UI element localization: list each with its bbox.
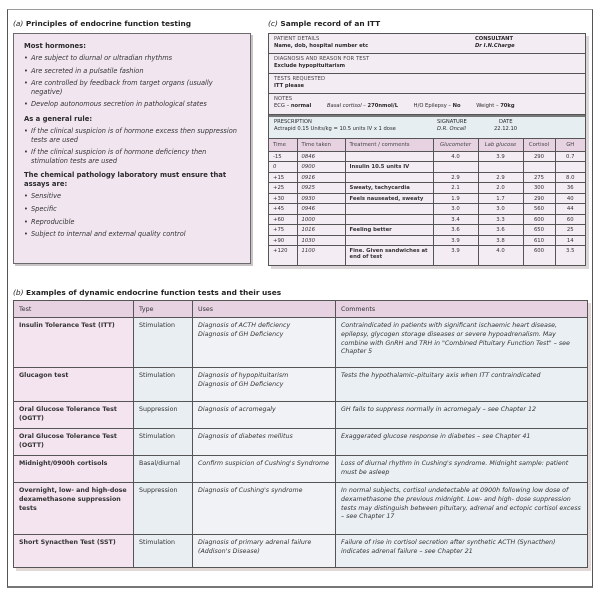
cortisol-value: 270nmol/L: [367, 102, 399, 109]
epilepsy-label: H/O Epilepsy –: [413, 102, 453, 109]
test-type-cell: Stimulation: [134, 429, 193, 456]
bullet-item: • Develop autonomous secretion in pathological states: [24, 100, 240, 109]
panel-c-title: [268, 19, 380, 28]
diagnosis-value: Exclude hypopituitarism: [274, 62, 346, 69]
glucometer-cell: 2.9: [433, 172, 478, 183]
test-name-cell: Short Synacthen Test (SST): [14, 535, 134, 568]
table-row: [269, 204, 585, 215]
principles-section: [24, 115, 240, 165]
gh-cell: 44: [555, 204, 585, 215]
section-heading: The chemical pathology laboratory must ensure that assays are:: [24, 171, 227, 189]
prescription-units: 10.5 units IV x 1 dose: [339, 126, 396, 132]
use-line: Diagnosis of acromegaly: [198, 406, 276, 413]
prescription-dose: Actrapid 0.15 Units/kg =: [274, 126, 340, 132]
table-row: [269, 151, 585, 162]
tests-requested-value: ITT please: [274, 82, 305, 89]
lab-glucose-cell: [478, 162, 523, 173]
glucometer-cell: 4.0: [433, 151, 478, 162]
comment-cell: [345, 151, 433, 162]
uses-cell: [193, 402, 336, 429]
time-cell: +60: [269, 214, 297, 225]
lab-glucose-cell: 3.6: [478, 225, 523, 236]
notes-row: [269, 94, 585, 115]
signature-label: SIGNATURE: [437, 119, 467, 125]
gh-cell: 0.7: [555, 151, 585, 162]
table-row: [14, 368, 588, 402]
lab-glucose-cell: 2.9: [478, 172, 523, 183]
use-line: Diagnosis of Cushing's syndrome: [198, 487, 303, 494]
uses-cell: [193, 535, 336, 568]
panel-b-label: (b): [13, 288, 24, 297]
comments-cell: GH fails to suppress normally in acromegaly – see Chapter 12: [336, 402, 588, 429]
gh-cell: 3.5: [555, 246, 585, 266]
tests-requested-row: [269, 74, 585, 94]
dynamic-tests-table: [13, 300, 588, 568]
time-cell: +15: [269, 172, 297, 183]
bullet-item: • Subject to internal and external quality control: [24, 230, 240, 239]
bullet-item: • Are controlled by feedback from target organs (usually negative): [24, 79, 240, 96]
use-line: Diagnosis of diabetes mellitus: [198, 433, 293, 440]
table-row: [269, 246, 585, 266]
epilepsy-value: No: [452, 102, 461, 109]
column-header: Type: [134, 301, 193, 318]
glucometer-cell: 2.1: [433, 183, 478, 194]
use-line: Diagnosis of GH Deficiency: [198, 380, 284, 388]
cortisol-cell: 600: [523, 246, 555, 266]
gh-cell: 14: [555, 235, 585, 246]
dynamic-tests-body: [14, 318, 588, 568]
time-taken-cell: 1016: [297, 225, 345, 236]
comments-cell: Failure of rise in cortisol secretion after synthetic ACTH (Synacthen) indicates adrenal failure – see Chapter 21: [336, 535, 588, 568]
glucometer-cell: 3.9: [433, 246, 478, 266]
itt-record: [268, 33, 586, 266]
tests-requested-label: TESTS REQUESTED: [274, 76, 326, 82]
table-row: [14, 429, 588, 456]
prescription-label: PRESCRIPTION: [274, 119, 312, 125]
column-header: Time taken: [297, 139, 345, 151]
table-header-row: [14, 301, 588, 318]
glucometer-cell: 3.0: [433, 204, 478, 215]
cortisol-cell: 650: [523, 225, 555, 236]
use-line: Diagnosis of GH Deficiency: [198, 330, 284, 338]
time-taken-cell: 0900: [297, 162, 345, 173]
lab-glucose-cell: 3.3: [478, 214, 523, 225]
comments-cell: In normal subjects, cortisol undetectable at 0900h following low dose of dexamethasone the previous midnight. Low- and high- dose suppression tests may distinguish between pituitary, adrenal and ectopic cortisol excess – see Chapter 17: [336, 483, 588, 535]
principles-box: [13, 33, 251, 264]
bullet-list: [24, 127, 240, 165]
time-taken-cell: 0946: [297, 204, 345, 215]
table-header-row: [269, 139, 585, 151]
panel-c-title-text: Sample record of an ITT: [280, 19, 381, 28]
comment-cell: Sweaty, tachycardia: [345, 183, 433, 194]
cortisol-cell: 600: [523, 214, 555, 225]
time-taken-cell: 1100: [297, 246, 345, 266]
test-type-cell: Stimulation: [134, 535, 193, 568]
cortisol-cell: 275: [523, 172, 555, 183]
bullet-item: • Are subject to diurnal or ultradian rhythms: [24, 54, 240, 63]
table-row: [269, 235, 585, 246]
glucometer-cell: 3.4: [433, 214, 478, 225]
section-heading: As a general rule:: [24, 114, 93, 123]
uses-cell: [193, 456, 336, 483]
table-row: [14, 318, 588, 368]
comment-cell: [345, 172, 433, 183]
lab-glucose-cell: 2.0: [478, 183, 523, 194]
table-row: [14, 402, 588, 429]
table-row: [269, 225, 585, 236]
prescription-value: [274, 126, 580, 133]
bullet-item: • Specific: [24, 205, 240, 214]
gh-cell: 60: [555, 214, 585, 225]
glucometer-cell: 3.6: [433, 225, 478, 236]
comments-cell: Contraindicated in patients with significant ischaemic heart disease, epilepsy, glycogen storage diseases or severe hypoadrenalism. May combine with GnRH and TRH in "Combined Pituitary Function Test" – see Chapter 5: [336, 318, 588, 368]
time-taken-cell: 0930: [297, 193, 345, 204]
column-header: Test: [14, 301, 134, 318]
uses-cell: [193, 368, 336, 402]
table-row: [14, 535, 588, 568]
bullet-item: • Reproducible: [24, 218, 240, 227]
glucometer-cell: 1.9: [433, 193, 478, 204]
time-taken-cell: 0925: [297, 183, 345, 194]
test-name-cell: Oral Glucose Tolerance Test (OGTT): [14, 429, 134, 456]
lab-glucose-cell: 3.9: [478, 151, 523, 162]
comment-cell: Feels nauseated, sweaty: [345, 193, 433, 204]
use-line: Diagnosis of ACTH deficiency: [198, 322, 291, 329]
column-header: Comments: [336, 301, 588, 318]
comment-cell: Insulin 10.5 units IV: [345, 162, 433, 173]
diagnosis-label: DIAGNOSIS AND REASON FOR TEST: [274, 56, 370, 62]
time-cell: +120: [269, 246, 297, 266]
test-name-cell: Glucagon test: [14, 368, 134, 402]
bullet-item: • Sensitive: [24, 192, 240, 201]
signature-value: D.R. Oncall: [437, 126, 466, 132]
principles-section: [24, 171, 240, 238]
comments-cell: Tests the hypothalamic–pituitary axis when ITT contraindicated: [336, 368, 588, 402]
bullet-item: • Are secreted in a pulsatile fashion: [24, 67, 240, 76]
lab-glucose-cell: 4.0: [478, 246, 523, 266]
time-taken-cell: 1000: [297, 214, 345, 225]
section-heading: Most hormones:: [24, 42, 86, 50]
table-row: [14, 483, 588, 535]
test-name-cell: Oral Glucose Tolerance Test (OGTT): [14, 402, 134, 429]
cortisol-cell: 290: [523, 151, 555, 162]
patient-details-value: Name, dob, hospital number etc: [274, 42, 369, 49]
column-header: Glucometer: [433, 139, 478, 151]
cortisol-cell: 610: [523, 235, 555, 246]
bullet-list: [24, 54, 240, 109]
glucometer-cell: [433, 162, 478, 173]
table-row: [269, 193, 585, 204]
itt-results-table: [269, 139, 585, 266]
cortisol-cell: 300: [523, 183, 555, 194]
uses-cell: [193, 318, 336, 368]
patient-details-label: PATIENT DETAILS: [274, 36, 320, 42]
panel-a-title: [13, 19, 191, 28]
test-type-cell: Stimulation: [134, 368, 193, 402]
time-cell: +25: [269, 183, 297, 194]
comment-cell: [345, 214, 433, 225]
principles-section: [24, 42, 240, 109]
column-header: Time: [269, 139, 297, 151]
test-type-cell: Suppression: [134, 483, 193, 535]
test-name-cell: Insulin Tolerance Test (ITT): [14, 318, 134, 368]
panel-b-title: [13, 288, 281, 297]
lab-glucose-cell: 3.8: [478, 235, 523, 246]
weight-value: 70kg: [500, 102, 515, 109]
time-cell: +45: [269, 204, 297, 215]
table-row: [14, 456, 588, 483]
lab-glucose-cell: 3.0: [478, 204, 523, 215]
column-header: GH: [555, 139, 585, 151]
comments-cell: Loss of diurnal rhythm in Cushing's syndrome. Midnight sample: patient must be asleep: [336, 456, 588, 483]
column-header: Uses: [193, 301, 336, 318]
comment-cell: Fine. Given sandwiches at end of test: [345, 246, 433, 266]
use-line: Confirm suspicion of Cushing's Syndrome: [198, 460, 330, 467]
time-cell: +75: [269, 225, 297, 236]
ecg-label: ECG –: [274, 102, 291, 109]
test-type-cell: Stimulation: [134, 318, 193, 368]
patient-details-row: [269, 34, 585, 54]
bullet-list: [24, 192, 240, 238]
comment-cell: [345, 235, 433, 246]
date-label: DATE: [499, 119, 513, 125]
consultant-value: Dr I.N.Charge: [475, 42, 515, 49]
cortisol-label: Basal cortisol –: [326, 102, 368, 109]
panel-a-label: (a): [13, 19, 24, 28]
time-cell: -15: [269, 151, 297, 162]
uses-cell: [193, 483, 336, 535]
time-taken-cell: 1030: [297, 235, 345, 246]
ecg-value: normal: [290, 102, 312, 109]
gh-cell: [555, 162, 585, 173]
gh-cell: 40: [555, 193, 585, 204]
test-type-cell: Basal/diurnal: [134, 456, 193, 483]
cortisol-cell: 560: [523, 204, 555, 215]
time-cell: +30: [269, 193, 297, 204]
diagnosis-row: [269, 54, 585, 74]
column-header: Treatment / comments: [345, 139, 433, 151]
cortisol-cell: [523, 162, 555, 173]
use-line: Diagnosis of hypopituitarism: [198, 372, 289, 379]
comment-cell: Feeling better: [345, 225, 433, 236]
lab-glucose-cell: 1.7: [478, 193, 523, 204]
bullet-item: • If the clinical suspicion is of hormone excess then suppression tests are used: [24, 127, 240, 144]
weight-label: Weight –: [476, 102, 501, 109]
table-row: [269, 162, 585, 173]
table-row: [269, 183, 585, 194]
date-value: 22.12.10: [494, 126, 518, 132]
itt-results-body: [269, 151, 585, 266]
notes-values: [274, 103, 580, 110]
table-row: [269, 172, 585, 183]
time-taken-cell: 0916: [297, 172, 345, 183]
gh-cell: 25: [555, 225, 585, 236]
comment-cell: [345, 204, 433, 215]
notes-label: NOTES: [274, 96, 293, 102]
gh-cell: 36: [555, 183, 585, 194]
panel-a-title-text: Principles of endocrine function testing: [25, 19, 192, 28]
column-header: Cortisol: [523, 139, 555, 151]
time-cell: +90: [269, 235, 297, 246]
panel-b-title-text: Examples of dynamic endocrine function tests and their uses: [26, 288, 282, 297]
column-header: Lab glucose: [478, 139, 523, 151]
uses-cell: [193, 429, 336, 456]
test-name-cell: Overnight, low- and high-dose dexamethasone suppression tests: [14, 483, 134, 535]
table-row: [269, 214, 585, 225]
cortisol-cell: 290: [523, 193, 555, 204]
glucometer-cell: 3.9: [433, 235, 478, 246]
bullet-item: • If the clinical suspicion is of hormone deficiency then stimulation tests are used: [24, 148, 240, 165]
test-type-cell: Suppression: [134, 402, 193, 429]
test-name-cell: Midnight/0900h cortisols: [14, 456, 134, 483]
consultant-label: CONSULTANT: [475, 36, 513, 42]
panel-c-label: (c): [268, 19, 278, 28]
prescription-row: [269, 115, 585, 139]
time-taken-cell: 0846: [297, 151, 345, 162]
gh-cell: 8.0: [555, 172, 585, 183]
comments-cell: Exaggerated glucose response in diabetes – see Chapter 41: [336, 429, 588, 456]
use-line: Diagnosis of primary adrenal failure (Addison's Disease): [198, 539, 312, 555]
time-cell: 0: [269, 162, 297, 173]
